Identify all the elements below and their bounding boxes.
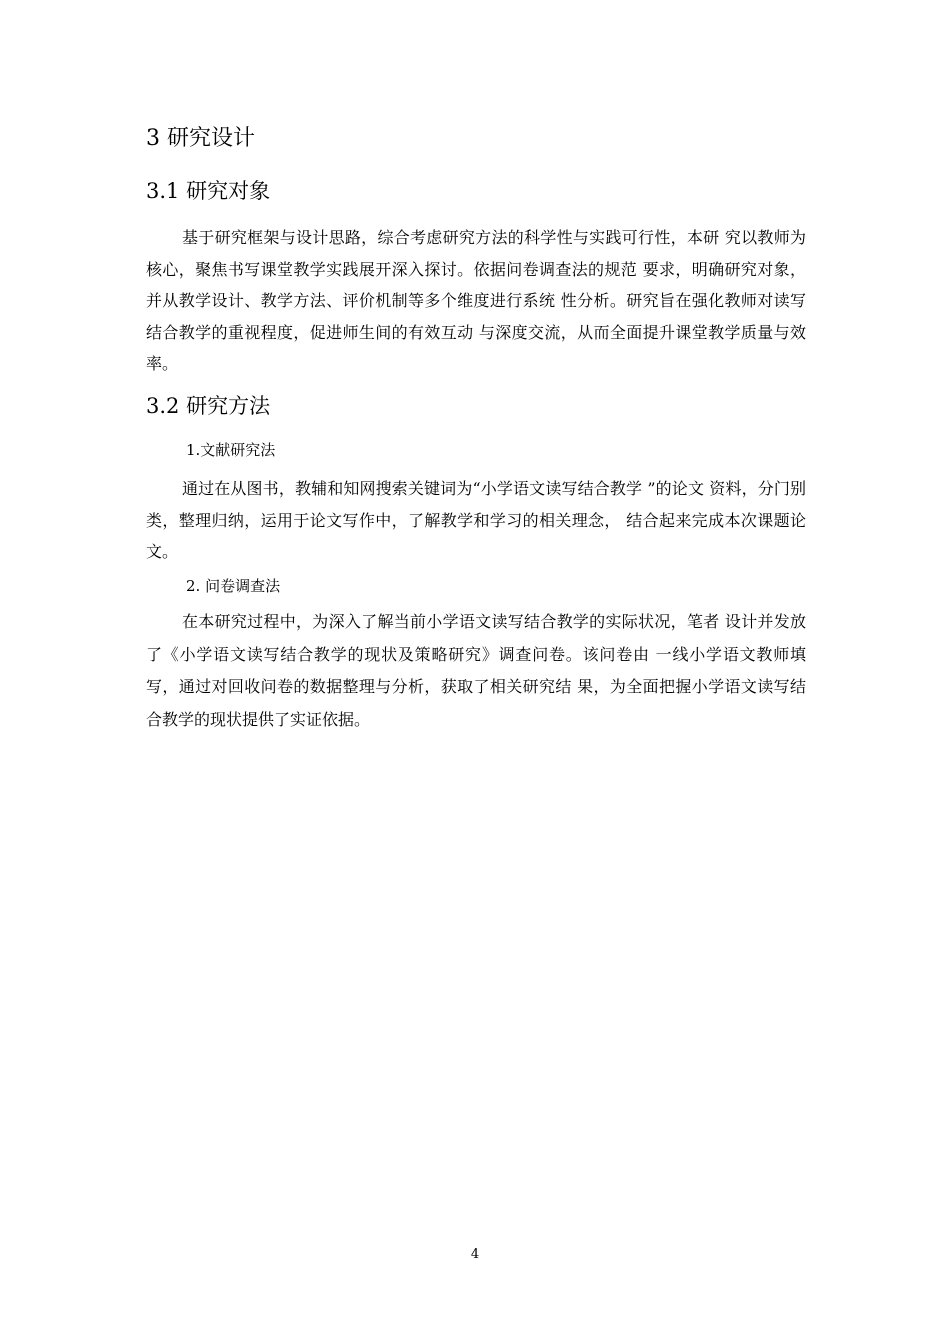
subsection-heading-research-method: 3.2 研究方法 <box>146 394 271 418</box>
subsection-heading-research-object: 3.1 研究对象 <box>146 179 271 203</box>
paragraph-literature-method: 通过在从图书，教辅和知网搜索关键词为“小学语文读写结合教学 ”的论文 资料，分门别类，整理归纳，运用于论文写作中，了解教学和学习的相关理念， 结合起来完成本次课题论文。 <box>146 479 806 561</box>
page-number: 4 <box>470 1247 480 1262</box>
paragraph-questionnaire-method: 在本研究过程中，为深入了解当前小学语文读写结合教学的实际状况，笔者 设计并发放了《小学语文读写结合教学的现状及策略研究》调查问卷。该问卷由 一线小学语文教师填写，通过对回收问卷的数据整理与分析，获取了相关研究结 果，为全面把握小学语文读写结合教学的现状提供了实证依据。 <box>146 612 806 729</box>
paragraph-research-object: 基于研究框架与设计思路，综合考虑研究方法的科学性与实践可行性，本研 究以教师为核心，聚焦书写课堂教学实践展开深入探讨。依据问卷调查法的规范 要求，明确研究对象，并从教学设计、教学方法、评价机制等多个维度进行系统 性分析。研究旨在强化教师对读写结合教学的重视程度，促进师生间的有效互动 与深度交流，从而全面提升课堂教学质量与效率。 <box>146 228 806 373</box>
method-heading-literature: 1.文献研究法 <box>186 441 276 459</box>
section-heading: 3 研究设计 <box>146 126 255 151</box>
method-heading-questionnaire: 2. 问卷调查法 <box>186 577 281 595</box>
